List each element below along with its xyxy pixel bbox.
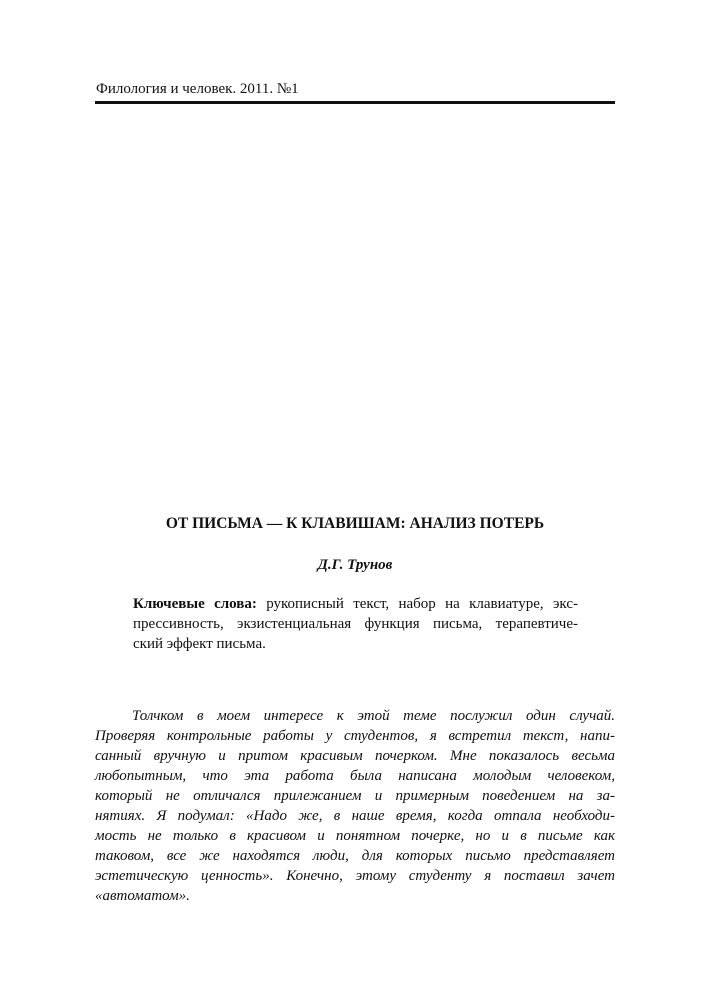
keywords-line	[133, 594, 578, 614]
body-line: нятиях. Я подумал: «Надо же, в наше время, когда отпала необходи-	[95, 808, 615, 824]
body-paragraph	[95, 706, 615, 906]
article-title: ОТ ПИСЬМА — К КЛАВИШАМ: АНАЛИЗ ПОТЕРЬ	[165, 515, 545, 532]
body-line: таковом, все же находятся люди, для которых письмо представляет	[95, 848, 615, 864]
header-rule	[95, 101, 615, 104]
body-line: «автоматом».	[95, 888, 190, 904]
body-line: который не отличался прилежанием и примерным поведением на за-	[95, 788, 615, 804]
running-head: Филология и человек. 2011. №1	[96, 81, 299, 97]
body-line: санный вручную и притом красивым почерком. Мне показалось весьма	[95, 748, 615, 764]
keywords-label: Ключевые слова:	[133, 596, 257, 612]
keywords-block	[133, 594, 578, 654]
body-line: Проверяя контрольные работы у студентов, я встретил текст, напи-	[95, 728, 615, 744]
body-line: Толчком в моем интересе к этой теме послужил один случай.	[132, 708, 615, 724]
body-line: эстетическую ценность». Конечно, этому студенту я поставил зачет	[95, 868, 615, 884]
keywords-line: ский эффект письма.	[133, 636, 266, 652]
keywords-text: рукописный текст, набор на клавиатуре, экс-	[256, 596, 578, 612]
article-author: Д.Г. Трунов	[317, 557, 393, 573]
keywords-line: прессивность, экзистенциальная функция письма, терапевтиче-	[133, 616, 578, 632]
body-line: любопытным, что эта работа была написана молодым человеком,	[95, 768, 615, 784]
body-line: мость не только в красивом и понятном почерке, но и в письме как	[95, 828, 615, 844]
